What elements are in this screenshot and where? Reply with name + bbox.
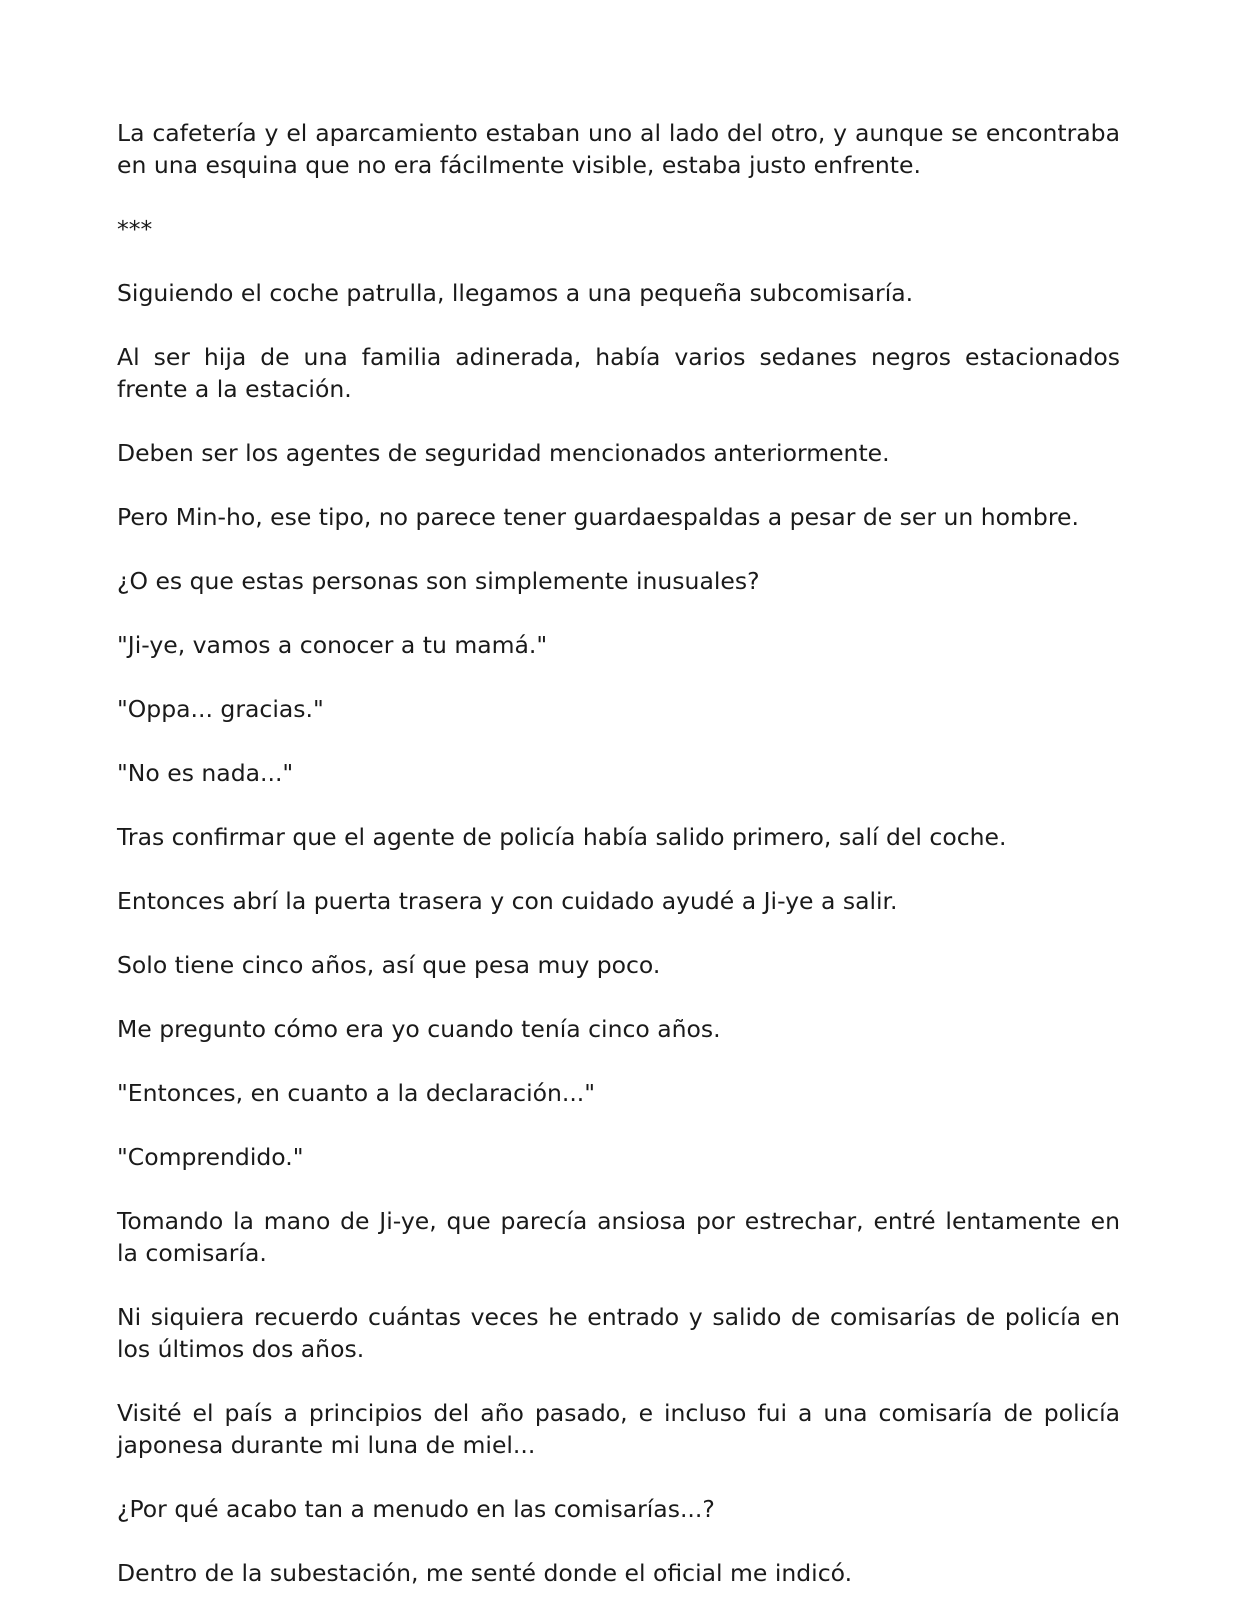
document-body: [117, 117, 1120, 1620]
paragraph: La cafetería y el aparcamiento estaban uno al lado del otro, y aunque se encontraba en una esquina que no era fácilmente visible, estaba justo enfrente.: [117, 119, 1120, 179]
scene-break: ***: [117, 215, 153, 243]
paragraph: ¿O es que estas personas son simplemente inusuales?: [117, 567, 760, 595]
dialogue-line: "Oppa... gracias.": [117, 695, 324, 723]
paragraph: Deben ser los agentes de seguridad mencionados anteriormente.: [117, 439, 890, 467]
paragraph: Pero Min-ho, ese tipo, no parece tener guardaespaldas a pesar de ser un hombre.: [117, 503, 1079, 531]
paragraph: Al ser hija de una familia adinerada, había varios sedanes negros estacionados frente a la estación.: [117, 343, 1120, 403]
paragraph: Entonces abrí la puerta trasera y con cuidado ayudé a Ji-ye a salir.: [117, 887, 898, 915]
paragraph: Dentro de la subestación, me senté donde el oficial me indicó.: [117, 1559, 853, 1587]
paragraph: ¿Por qué acabo tan a menudo en las comisarías...?: [117, 1495, 715, 1523]
paragraph: Solo tiene cinco años, así que pesa muy poco.: [117, 951, 661, 979]
paragraph: Ni siquiera recuerdo cuántas veces he entrado y salido de comisarías de policía en los últimos dos años.: [117, 1303, 1120, 1363]
paragraph: Siguiendo el coche patrulla, llegamos a una pequeña subcomisaría.: [117, 279, 914, 307]
paragraph: Me pregunto cómo era yo cuando tenía cinco años.: [117, 1015, 721, 1043]
dialogue-line: "No es nada...": [117, 759, 294, 787]
paragraph: Visité el país a principios del año pasado, e incluso fui a una comisaría de policía japonesa durante mi luna de miel...: [117, 1399, 1120, 1459]
dialogue-line: "Entonces, en cuanto a la declaración...": [117, 1079, 596, 1107]
dialogue-line: "Ji-ye, vamos a conocer a tu mamá.": [117, 631, 548, 659]
paragraph: Tomando la mano de Ji-ye, que parecía ansiosa por estrechar, entré lentamente en la comisaría.: [117, 1207, 1120, 1267]
dialogue-line: "Comprendido.": [117, 1143, 304, 1171]
paragraph: Tras confirmar que el agente de policía había salido primero, salí del coche.: [117, 823, 1007, 851]
